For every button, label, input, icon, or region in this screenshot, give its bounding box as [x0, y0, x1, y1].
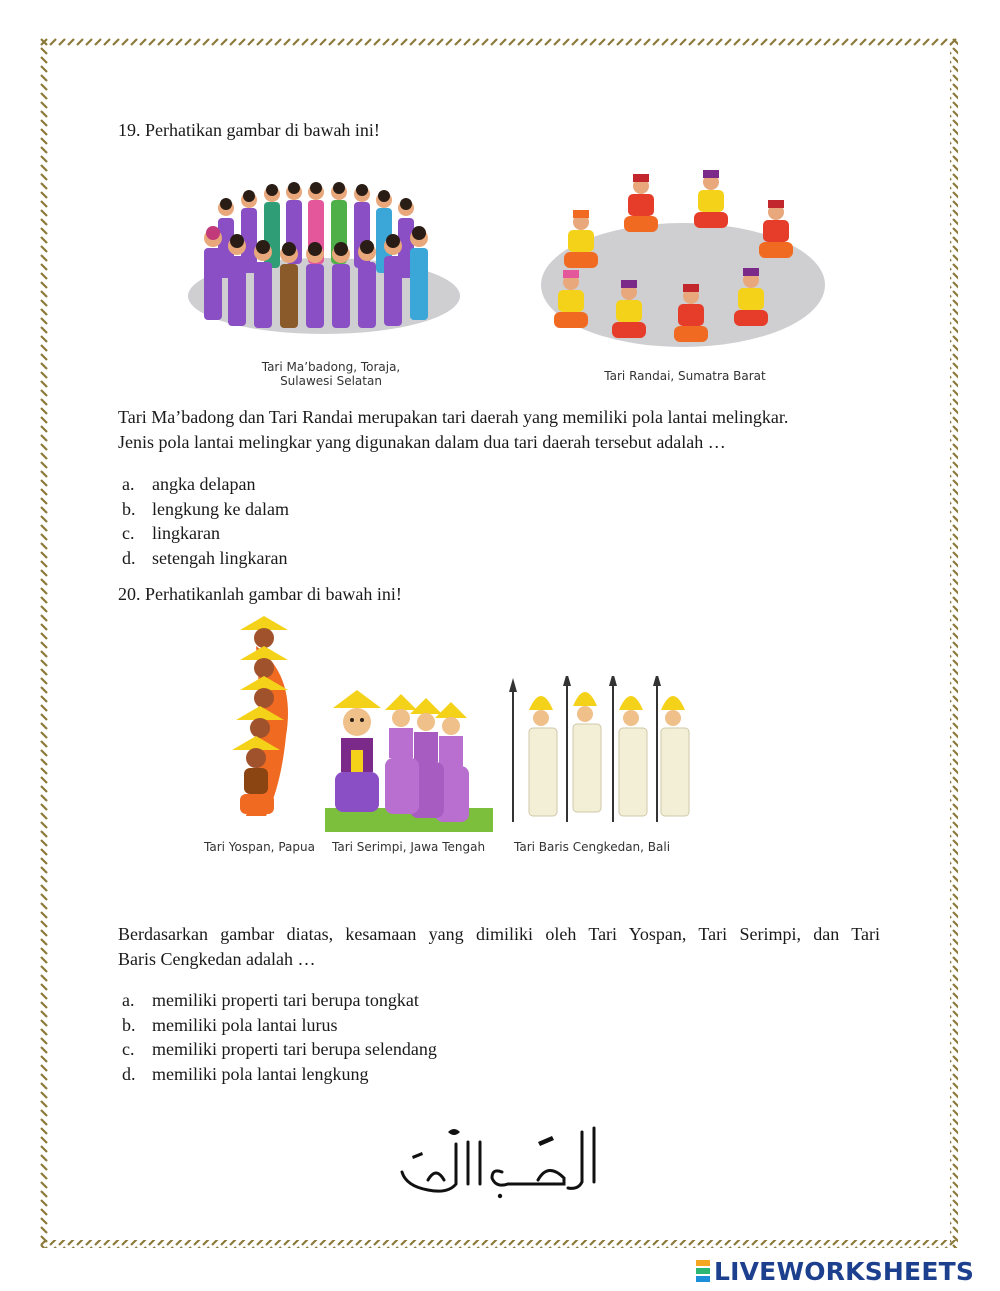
tari-randai-illustration [538, 170, 828, 350]
option-text: memiliki properti tari berupa tongkat [152, 990, 419, 1010]
q19-option-b[interactable] [122, 497, 289, 522]
option-letter: b. [122, 498, 136, 519]
caption-yospan: Tari Yospan, Papua [204, 840, 315, 854]
alhamdulillah-calligraphy [388, 1122, 608, 1202]
option-text: lengkung ke dalam [152, 498, 289, 519]
option-letter: d. [122, 1063, 136, 1084]
caption-serimpi: Tari Serimpi, Jawa Tengah [332, 840, 486, 854]
tari-yospan-illustration [226, 616, 308, 828]
caption-randai: Tari Randai, Sumatra Barat [604, 369, 766, 383]
option-text: memiliki properti tari berupa selendang [152, 1039, 437, 1059]
q19-option-c[interactable] [122, 521, 289, 546]
option-letter: c. [122, 1039, 135, 1059]
caption-madobong-line1: Tari Ma’badong, Toraja, [261, 360, 401, 374]
option-letter: a. [122, 990, 135, 1010]
question-20-text [118, 922, 880, 947]
question-19-text [118, 405, 898, 455]
tari-serimpi-illustration [325, 690, 493, 832]
caption-madobong [226, 360, 436, 388]
question-20-options [122, 988, 437, 1086]
option-letter: c. [122, 523, 135, 543]
option-text: memiliki pola lantai lurus [152, 1014, 338, 1035]
caption-madobong-line2: Sulawesi Selatan [280, 374, 382, 388]
option-text: memiliki pola lantai lengkung [152, 1063, 369, 1084]
liveworksheets-brand-text: LIVEWORKSHEETS [714, 1256, 975, 1286]
liveworksheets-logo-icon [696, 1259, 710, 1283]
tari-baris-illustration [503, 676, 699, 826]
option-text: angka delapan [152, 474, 256, 494]
question-20-text-line2: Baris Cengkedan adalah … [118, 949, 316, 969]
question-19-options [122, 472, 289, 570]
option-letter: a. [122, 474, 135, 494]
q19-option-a[interactable] [122, 472, 289, 497]
q20-option-b[interactable] [122, 1013, 437, 1038]
question-19-text-line2: Jenis pola lantai melingkar yang digunakan dalam dua tari daerah tersebut adalah … [118, 432, 726, 452]
q20-option-c[interactable] [122, 1037, 437, 1062]
option-letter: d. [122, 547, 136, 568]
option-text: setengah lingkaran [152, 547, 288, 568]
question-19-title: 19. Perhatikan gambar di bawah ini! [118, 120, 380, 140]
option-letter: b. [122, 1014, 136, 1035]
q20-option-a[interactable] [122, 988, 437, 1013]
question-19-text-line1: Tari Ma’badong dan Tari Randai merupakan tari daerah yang memiliki pola lantai melingkar. [118, 407, 789, 427]
question-20-text-line1: Berdasarkan gambar diatas, kesamaan yang dimiliki oleh Tari Yospan, Tari Serimpi, dan Tari [118, 924, 880, 944]
tari-madobong-illustration [186, 178, 462, 338]
caption-baris: Tari Baris Cengkedan, Bali [514, 840, 671, 854]
liveworksheets-logo [696, 1256, 974, 1286]
question-20-title: 20. Perhatikanlah gambar di bawah ini! [118, 584, 402, 604]
question-20-text-end [118, 947, 880, 972]
q20-option-d[interactable] [122, 1062, 437, 1087]
option-text: lingkaran [152, 523, 220, 543]
q19-option-d[interactable] [122, 546, 289, 571]
